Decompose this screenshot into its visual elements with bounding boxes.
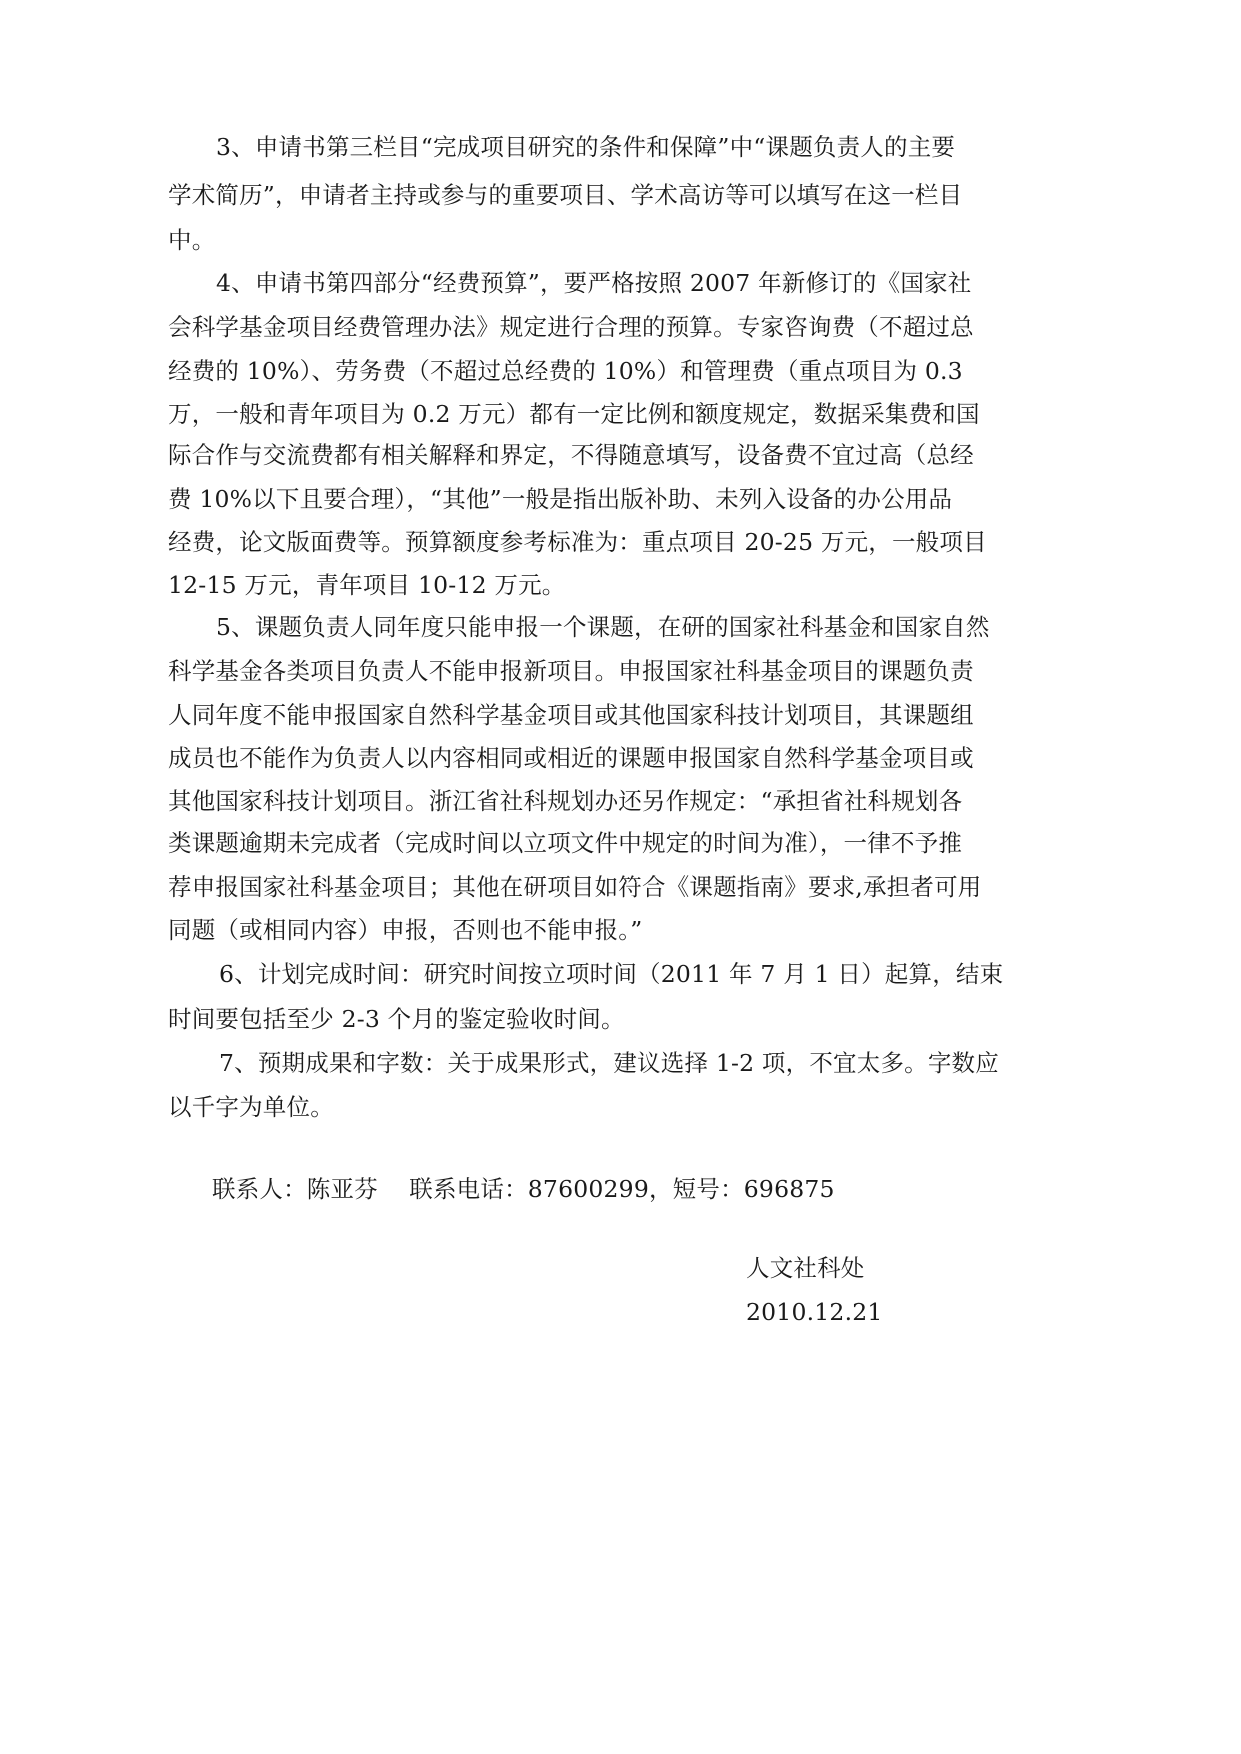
text-line: 经费，论文版面费等。预算额度参考标准为：重点项目 20-25 万元，一般项目 [168,528,987,556]
text-line: 4、申请书第四部分“经费预算”，要严格按照 2007 年新修订的《国家社 [216,269,972,297]
text-line: 5、课题负责人同年度只能申报一个课题，在研的国家社科基金和国家自然 [216,613,990,641]
text-line: 科学基金各类项目负责人不能申报新项目。申报国家社科基金项目的课题负责 [168,657,974,685]
text-line: 成员也不能作为负责人以内容相同或相近的课题申报国家自然科学基金项目或 [168,744,974,772]
text-line: 费 10%以下且要合理），“其他”一般是指出版补助、未列入设备的办公用品 [168,485,953,513]
text-line: 人同年度不能申报国家自然科学基金项目或其他国家科技计划项目，其课题组 [168,701,974,729]
text-line: 以千字为单位。 [168,1093,334,1121]
text-line: 经费的 10%）、劳务费（不超过总经费的 10%）和管理费（重点项目为 0.3 [168,357,963,385]
text-line: 类课题逾期未完成者（完成时间以立项文件中规定的时间为准），一律不予推 [168,829,963,857]
text-line: 3、申请书第三栏目“完成项目研究的条件和保障”中“课题负责人的主要 [216,133,956,161]
text-line: 7、预期成果和字数：关于成果形式，建议选择 1-2 项，不宜太多。字数应 [219,1049,999,1077]
contact-info: 联系人：陈亚芬 联系电话：87600299，短号：696875 [212,1175,835,1203]
text-line: 12-15 万元，青年项目 10-12 万元。 [168,571,566,599]
text-line: 荐申报国家社科基金项目；其他在研项目如符合《课题指南》要求,承担者可用 [168,873,982,901]
signature-department: 人文社科处 [746,1254,865,1282]
text-line: 会科学基金项目经费管理办法》规定进行合理的预算。专家咨询费（不超过总 [168,313,974,341]
text-line: 6、计划完成时间：研究时间按立项时间（2011 年 7 月 1 日）起算，结束 [219,960,1004,988]
text-line: 同题（或相同内容）申报，否则也不能申报。” [168,916,643,944]
text-line: 时间要包括至少 2-3 个月的鉴定验收时间。 [168,1005,625,1033]
text-line: 际合作与交流费都有相关解释和界定，不得随意填写，设备费不宜过高（总经 [168,441,974,469]
text-line: 万，一般和青年项目为 0.2 万元）都有一定比例和额度规定，数据采集费和国 [168,400,980,428]
text-line: 中。 [168,226,216,254]
text-line: 其他国家科技计划项目。浙江省社科规划办还另作规定：“承担省社科规划各 [168,787,963,815]
signature-date: 2010.12.21 [746,1298,883,1326]
text-line: 学术简历”，申请者主持或参与的重要项目、学术高访等可以填写在这一栏目 [168,181,963,209]
